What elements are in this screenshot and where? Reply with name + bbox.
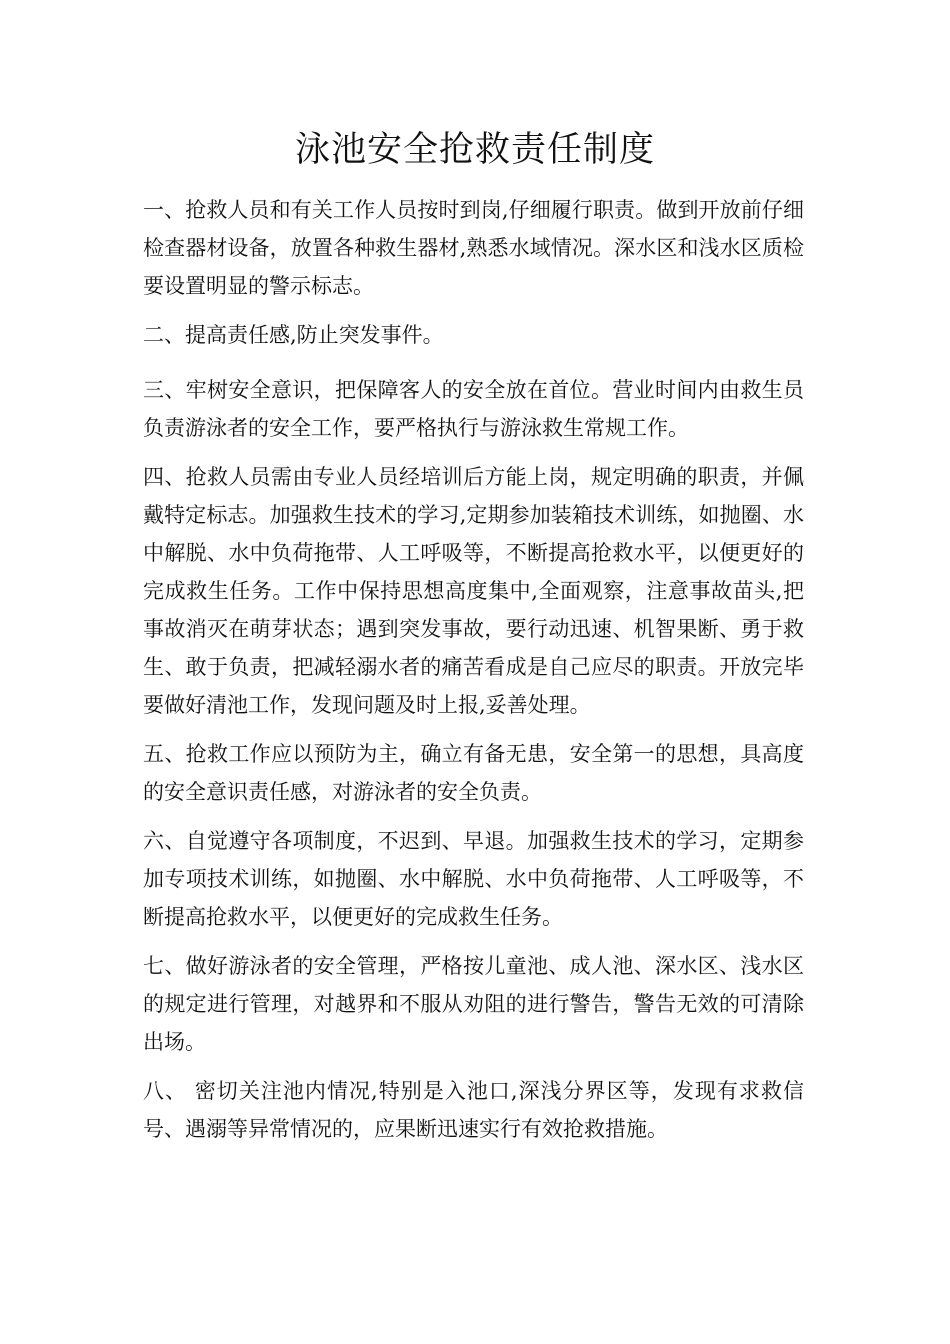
paragraph-2: 二、提高责任感,防止突发事件。 (143, 323, 444, 347)
paragraph-3: 三、牢树安全意识，把保障客人的安全放在首位。营业时间内由救生员负责游泳者的安全工作，要严格执行与游泳救生常规工作。 (143, 378, 804, 440)
paragraph-7: 七、做好游泳者的安全管理，严格按儿童池、成人池、深水区、浅水区的规定进行管理，对越界和不服从劝阻的进行警告，警告无效的可清除出场。 (143, 954, 804, 1054)
paragraph-5: 五、抢救工作应以预防为主，确立有备无患，安全第一的思想，具高度的安全意识责任感，对游泳者的安全负责。 (143, 742, 804, 804)
document-title: 泳池安全抢救责任制度 (294, 130, 655, 170)
paragraph-4: 四、抢救人员需由专业人员经培训后方能上岗，规定明确的职责，并佩戴特定标志。加强救生技术的学习,定期参加装箱技术训练，如抛圈、水中解脱、水中负荷拖带、人工呼吸等，不断提高抢救水平，以便更好的完成救生任务。工作中保持思想高度集中,全面观察，注意事故苗头,把事故消灭在萌芽状态；遇到突发事故，要行动迅速、机智果断、勇于救生、敢于负责，把减轻溺水者的痛苦看成是自己应尽的职责。开放完毕要做好清池工作，发现问题及时上报,妥善处理。 (143, 465, 804, 717)
paragraph-6: 六、自觉遵守各项制度，不迟到、早退。加强救生技术的学习，定期参加专项技术训练，如抛圈、水中解脱、水中负荷拖带、人工呼吸等，不断提高抢救水平，以便更好的完成救生任务。 (143, 829, 804, 929)
document-body (143, 191, 804, 1159)
paragraph-1: 一、抢救人员和有关工作人员按时到岗,仔细履行职责。做到开放前仔细检查器材设备，放置各种救生器材,熟悉水域情况。深水区和浅水区质检要设置明显的警示标志。 (143, 198, 804, 298)
paragraph-8: 八、 密切关注池内情况,特别是入池口,深浅分界区等，发现有求救信号、遇溺等异常情况的，应果断迅速实行有效抢救措施。 (143, 1079, 804, 1141)
